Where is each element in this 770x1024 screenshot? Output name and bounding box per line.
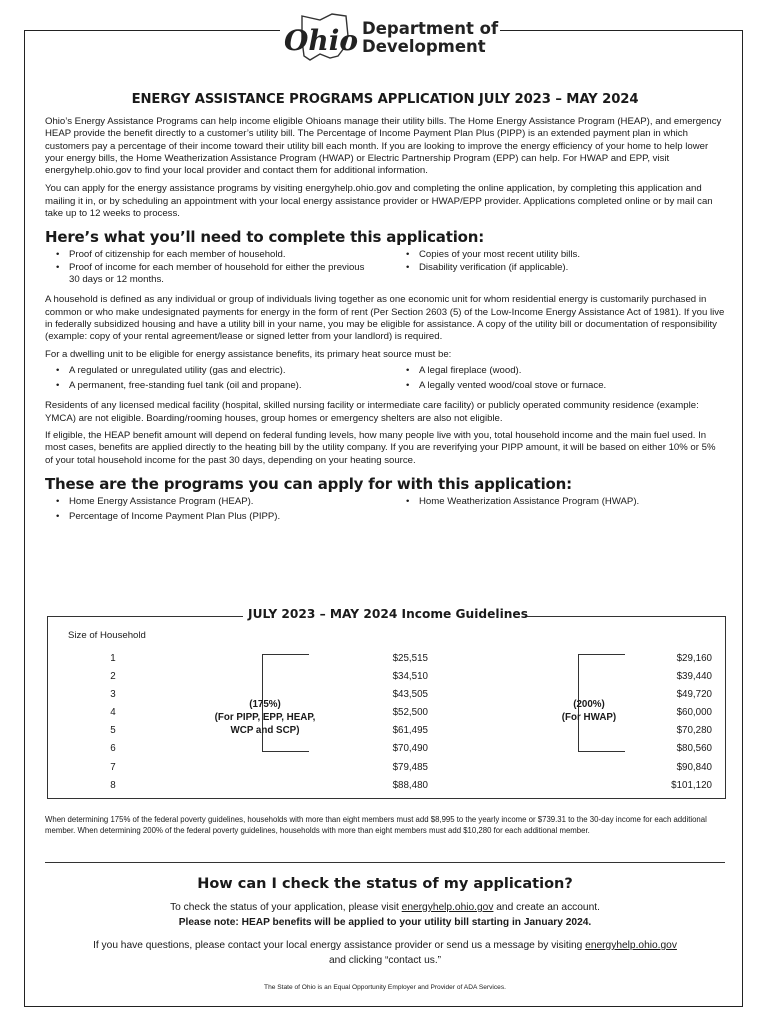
table-cell: $88,480 bbox=[392, 779, 428, 791]
table-cell: 3 bbox=[110, 689, 116, 701]
guidelines-footnote: When determining 175% of the federal poverty guidelines, households with more than eight members must add $8,995 to the yearly income or $739.31 to the 30-day income for each additional member. When determining 200% of the federal poverty guidelines, households with more than eight members must add $10,280 for each additional member. bbox=[45, 815, 707, 836]
need-list bbox=[45, 249, 725, 286]
values-175-column bbox=[376, 650, 428, 795]
ohio-state-outline-icon bbox=[280, 10, 360, 70]
divider bbox=[45, 862, 725, 863]
table-cell: $101,120 bbox=[671, 779, 712, 791]
table-cell: $61,495 bbox=[392, 725, 428, 737]
org-name bbox=[362, 20, 498, 56]
heat-list bbox=[45, 365, 725, 393]
status-heading: How can I check the status of my application? bbox=[197, 876, 573, 892]
status-line-pre: To check the status of your application, please visit bbox=[170, 902, 402, 913]
guidelines-title: JULY 2023 – MAY 2024 Income Guidelines bbox=[248, 607, 528, 621]
table-cell: 2 bbox=[110, 671, 116, 683]
table-cell: $49,720 bbox=[676, 689, 712, 701]
table-cell: $90,840 bbox=[676, 761, 712, 773]
energyhelp-link[interactable]: energyhelp.ohio.gov bbox=[401, 902, 494, 913]
eeo-statement: The State of Ohio is an Equal Opportunity Employer and Provider of ADA Services. bbox=[264, 984, 506, 991]
label-175 bbox=[200, 698, 330, 737]
ohio-logo bbox=[280, 10, 500, 70]
energyhelp-contact-link[interactable]: energyhelp.ohio.gov bbox=[585, 940, 677, 951]
table-cell: $60,000 bbox=[676, 707, 712, 719]
divider bbox=[48, 616, 243, 617]
list-item: • A legally vented wood/coal stove or furnace. bbox=[417, 380, 725, 392]
contact-text bbox=[45, 938, 725, 968]
household-paragraph: A household is defined as any individual or group of individuals living together as one economic unit for whom residential energy is customarily purchased in common or who make undesignated payments for energy in the form of rent (Per Section 2603 (5) of the Low-Income Energy Assistance Act of 1981). If you live in federally subsidized housing and have a utility bill in your name, you may be eligible for assistance. A copy of the utility bill or documentation of responsibility (example: copy of your rental agreement/lease or signed letter from your landlord) is required. bbox=[45, 294, 725, 343]
programs-list bbox=[45, 496, 725, 524]
table-cell: $70,490 bbox=[392, 743, 428, 755]
table-cell: 4 bbox=[110, 707, 116, 719]
list-item: • Home Energy Assistance Program (HEAP). bbox=[67, 496, 395, 508]
intro-paragraph-2: You can apply for the energy assistance programs by visiting energyhelp.ohio.gov and completing the online application, by completing this application and mailing it in, or by scheduling an appointment with your local energy assistance provider or HWAP/EPP provider. Applications completed online or by mail can take up to 12 weeks to process. bbox=[45, 183, 713, 220]
need-heading: Here’s what you’ll need to complete this application: bbox=[45, 228, 485, 247]
table-cell: $52,500 bbox=[392, 707, 428, 719]
income-guidelines-box bbox=[47, 607, 726, 799]
table-cell: $39,440 bbox=[676, 671, 712, 683]
divider bbox=[525, 616, 725, 617]
table-cell: $25,515 bbox=[392, 653, 428, 664]
status-text bbox=[45, 900, 725, 930]
label-200-line-2: (For HWAP) bbox=[561, 712, 617, 723]
list-item: • Proof of income for each member of household for either the previous 30 days or 12 months. bbox=[67, 262, 395, 287]
heap-note: Please note: HEAP benefits will be applied to your utility bill starting in January 2024. bbox=[178, 917, 592, 928]
table-cell: 5 bbox=[110, 725, 116, 737]
table-cell: 6 bbox=[110, 743, 116, 755]
list-item: • Percentage of Income Payment Plan Plus (PIPP). bbox=[67, 511, 395, 523]
label-200 bbox=[544, 698, 634, 724]
main-content bbox=[45, 92, 725, 523]
table-cell: $29,160 bbox=[676, 653, 712, 664]
status-line-post: and create an account. bbox=[493, 902, 600, 913]
org-line-1: Department of bbox=[362, 19, 499, 38]
label-175-line-2: (For PIPP, EPP, HEAP, bbox=[214, 712, 316, 723]
residents-paragraph: Residents of any licensed medical facility (hospital, skilled nursing facility or intermediate care facility) or publicly operated community residence (example: YMCA) are not eligible. Boarding/rooming houses, group homes or emergency shelters are also not eligible. bbox=[45, 400, 699, 424]
list-item: • A regulated or unregulated utility (gas and electric). bbox=[67, 365, 395, 377]
table-cell: $79,485 bbox=[392, 761, 428, 773]
table-cell: $34,510 bbox=[392, 671, 428, 683]
list-item: • A permanent, free-standing fuel tank (oil and propane). bbox=[67, 380, 395, 392]
label-200-line-1: (200%) bbox=[573, 699, 605, 710]
page-title: ENERGY ASSISTANCE PROGRAMS APPLICATION JULY 2023 – MAY 2024 bbox=[131, 92, 639, 107]
contact-pre: If you have questions, please contact your local energy assistance provider or send us a message by visiting bbox=[93, 940, 586, 951]
org-line-2: Development bbox=[362, 37, 486, 56]
label-175-line-3: WCP and SCP) bbox=[230, 725, 300, 736]
list-item: • Copies of your most recent utility bills. bbox=[417, 249, 725, 261]
list-item: • Home Weatherization Assistance Program (HWAP). bbox=[417, 496, 725, 508]
contact-post: and clicking “contact us.” bbox=[328, 955, 442, 966]
intro-paragraph-1: Ohio’s Energy Assistance Programs can help income eligible Ohioans manage their utility bills. The Home Energy Assistance Program (HEAP), and emergency HEAP provide the benefit directly to a customer’s utility bill. The Percentage of Income Payment Plan Plus (PIPP) is an extended payment plan in which customers pay a percentage of their income toward their utility bill each month. If you are looking to improve the energy efficiency of your home to help lower your energy bills, the Home Weatherization Assistance Program (HWAP) or Electric Partnership Program (EPP) can help. For HWAP and EPP, visit energyhelp.ohio.gov to find your local provider and contact them for additional information. bbox=[45, 116, 722, 177]
heat-intro: For a dwelling unit to be eligible for energy assistance benefits, its primary heat source must be: bbox=[45, 349, 452, 361]
values-200-column bbox=[654, 650, 712, 795]
table-cell: $80,560 bbox=[676, 743, 712, 755]
logo-text: Ohio bbox=[284, 24, 359, 57]
table-cell: 7 bbox=[110, 761, 116, 773]
label-175-line-1: (175%) bbox=[249, 699, 281, 710]
programs-heading: These are the programs you can apply for with this application: bbox=[45, 474, 572, 493]
household-size-column bbox=[108, 650, 118, 795]
list-item: • A legal fireplace (wood). bbox=[417, 365, 725, 377]
table-cell: 8 bbox=[110, 779, 116, 791]
list-item: • Disability verification (if applicable). bbox=[417, 262, 725, 274]
household-size-label: Size of Household bbox=[68, 630, 146, 641]
list-item: • Proof of citizenship for each member of household. bbox=[67, 249, 395, 261]
table-cell: 1 bbox=[110, 653, 116, 664]
table-cell: $43,505 bbox=[392, 689, 428, 701]
table-cell: $70,280 bbox=[676, 725, 712, 737]
benefit-paragraph: If eligible, the HEAP benefit amount will depend on federal funding levels, how many people live with you, total household income and the main fuel used. In most cases, benefits are applied directly to the heating bill by the utility company. If you are reverifying your PIPP amount, it will be based on either 10% or 5% of your total household income for the past 30 days, depending on your heating source. bbox=[45, 429, 716, 466]
